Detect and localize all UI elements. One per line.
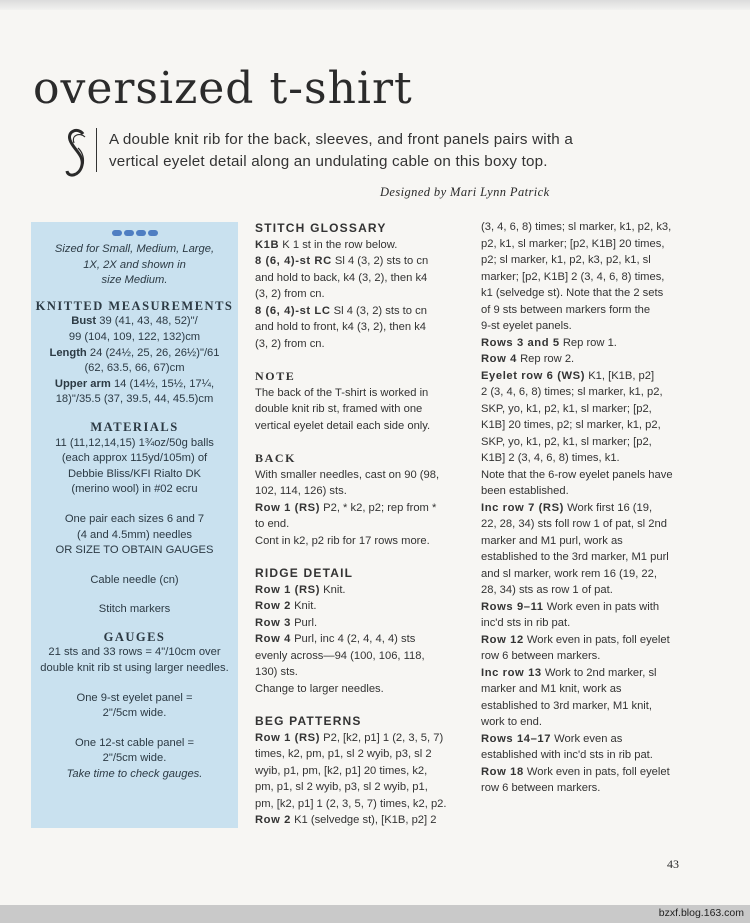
- sizes-text: Sized for Small, Medium, Large, 1X, 2X and shown in size Medium.: [54, 243, 215, 287]
- note-heading: NOTE: [255, 369, 296, 383]
- length-measurement: Length 24 (24½, 25, 26, 26½)"/61 (62, 63.5, 66, 67)cm: [49, 346, 220, 375]
- back-cast-on: With smaller needles, cast on 90 (98, 102, 114, 126) sts.: [255, 468, 440, 497]
- ridge-row2: Row 2 Knit.: [255, 600, 317, 612]
- ridge-row1: Row 1 (RS) Knit.: [255, 583, 346, 596]
- gauge-cable-panel: One 12-st cable panel = 2"/5cm wide. Take time to check gauges.: [66, 736, 203, 781]
- stitch-glossary-heading: STITCH GLOSSARY: [255, 221, 387, 235]
- inc-row-13: Inc row 13 Work to 2nd marker, sl marker and M1 knit, work as established to 3rd marker, M1 knit, work to end.: [481, 666, 657, 728]
- rows-3-and-5: Rows 3 and 5 Rep row 1.: [481, 336, 617, 349]
- specs-sidebar: [31, 222, 238, 828]
- gauge-eyelet-panel: One 9-st eyelet panel = 2"/5cm wide.: [76, 691, 193, 720]
- materials-heading: MATERIALS: [90, 419, 179, 434]
- beg-row2-continued: (3, 4, 6, 8) times; sl marker, k1, p2, k3, p2, k1, sl marker; [p2, K1B] 20 times, p2; sl marker, k1, p2, k3, p2, k1, sl marker; [p2, K1B] 2 (3, 4, 6, 8) times, k1 (selvedge st). Note that the 2 sets of 9 sts between markers form the 9-st eyelet panels.: [481, 221, 672, 332]
- rows-14-17: Rows 14–17 Work even as established with inc'd sts in rib pat.: [481, 732, 653, 761]
- glossary-lc: 8 (6, 4)-st LC Sl 4 (3, 2) sts to cn and hold to front, k4 (3, 2), then k4 (3, 2) from cn.: [255, 304, 427, 350]
- beg-row2: Row 2 K1 (selvedge st), [K1B, p2] 2: [255, 814, 437, 826]
- ridge-detail-heading: RIDGE DETAIL: [255, 566, 354, 580]
- intro-divider: [96, 128, 97, 172]
- row-18: Row 18 Work even in pats, foll eyelet row 6 between markers.: [481, 765, 670, 794]
- upper-arm-measurement: Upper arm 14 (14½, 15½, 17¼, 18)"/35.5 (37, 39.5, 44, 45.5)cm: [54, 377, 215, 406]
- beg-patterns-heading: BEG PATTERNS: [255, 714, 362, 728]
- stitch-markers-material: Stitch markers: [98, 603, 171, 616]
- inc-row-7: Inc row 7 (RS) Work first 16 (19, 22, 28, 34) sts foll row 1 of pat, sl 2nd marker and M1 purl, work as established to the 3rd marker, M1 purl and sl marker, work rem 16 (19, 22, 28, 34) sts as row 1 of pat.: [481, 501, 669, 596]
- back-row1: Row 1 (RS) P2, * k2, p2; rep from * to end.: [255, 501, 437, 530]
- ridge-row4: Row 4 Purl, inc 4 (2, 4, 4, 4) sts evenly across—94 (100, 106, 118, 130) sts.: [255, 633, 425, 678]
- designer-credit: Designed by Mari Lynn Patrick: [380, 185, 550, 199]
- section-s-icon: [64, 128, 88, 182]
- page-number: 43: [667, 857, 679, 871]
- beg-row1: Row 1 (RS) P2, [k2, p1] 1 (2, 3, 5, 7) times, k2, pm, p1, sl 2 wyib, p3, sl 2 wyib, p1, pm, [k2, p1] 20 times, k2, pm, p1, sl 2 wyib, p3, sl 2 wyib, p1, pm, [k2, p1] 1 (2, 3, 5, 7) times, k2, p2.: [255, 731, 447, 810]
- ridge-row3: Row 3 Purl.: [255, 616, 318, 629]
- gauge-rib: 21 sts and 33 rows = 4"/10cm over double knit rib st using larger needles.: [40, 646, 229, 675]
- back-heading: BACK: [255, 451, 297, 465]
- row-4: Row 4 Rep row 2.: [481, 353, 575, 365]
- note-text: The back of the T-shirt is worked in double knit rib st, framed with one vertical eyelet detail each side only.: [255, 386, 431, 432]
- watermark-text: bzxf.blog.163.com: [658, 907, 744, 919]
- glossary-rc: 8 (6, 4)-st RC Sl 4 (3, 2) sts to cn and hold to back, k4 (3, 2), then k4 (3, 2) from cn.: [255, 255, 429, 300]
- measurements-heading: KNITTED MEASUREMENTS: [35, 298, 234, 313]
- intro-paragraph: A double knit rib for the back, sleeves, and front panels pairs with a vertical eyelet detail along an undulating cable on this boxy top.: [109, 131, 573, 170]
- page-title: oversized t-shirt: [33, 63, 413, 114]
- eyelet-note: Note that the 6-row eyelet panels have been established.: [481, 468, 673, 497]
- needles-materials: One pair each sizes 6 and 7 (4 and 4.5mm) needles OR SIZE TO OBTAIN GAUGES: [55, 512, 214, 557]
- bust-measurement: Bust 39 (41, 43, 48, 52)"/ 99 (104, 109, 122, 132)cm: [68, 315, 201, 343]
- eyelet-row-6: Eyelet row 6 (WS) K1, [K1B, p2] 2 (3, 4, 6, 8) times; sl marker, k1, p2, SKP, yo, k1, p2, k1, sl marker; [p2, K1B] 20 times, p2; sl marker, k1, p2, SKP, yo, k1, p2, k1, sl marker; [p2, K1B] 2 (3, 4, 6, 8) times, k1.: [481, 369, 663, 464]
- instructions-column-right: [481, 219, 696, 797]
- rows-9-11: Rows 9–11 Work even in pats with inc'd sts in rib pat.: [481, 600, 660, 629]
- sidebar-decoration: [110, 230, 160, 236]
- back-continue: Cont in k2, p2 rib for 17 rows more.: [255, 534, 430, 547]
- gauges-heading: GAUGES: [103, 629, 166, 644]
- ridge-change-needles: Change to larger needles.: [255, 682, 384, 695]
- page-gutter-shadow: [0, 0, 750, 10]
- footer-bar: [0, 905, 750, 923]
- cable-needle-material: Cable needle (cn): [90, 573, 179, 586]
- yarn-materials: 11 (11,12,14,15) 1¾oz/50g balls (each approx 115yd/105m) of Debbie Bliss/KFI Rialto DK (merino wool) in #02 ecru: [55, 436, 214, 496]
- row-12: Row 12 Work even in pats, foll eyelet row 6 between markers.: [481, 633, 670, 662]
- glossary-k1b: K1B K 1 st in the row below.: [255, 238, 398, 251]
- instructions-column-middle: [255, 220, 470, 829]
